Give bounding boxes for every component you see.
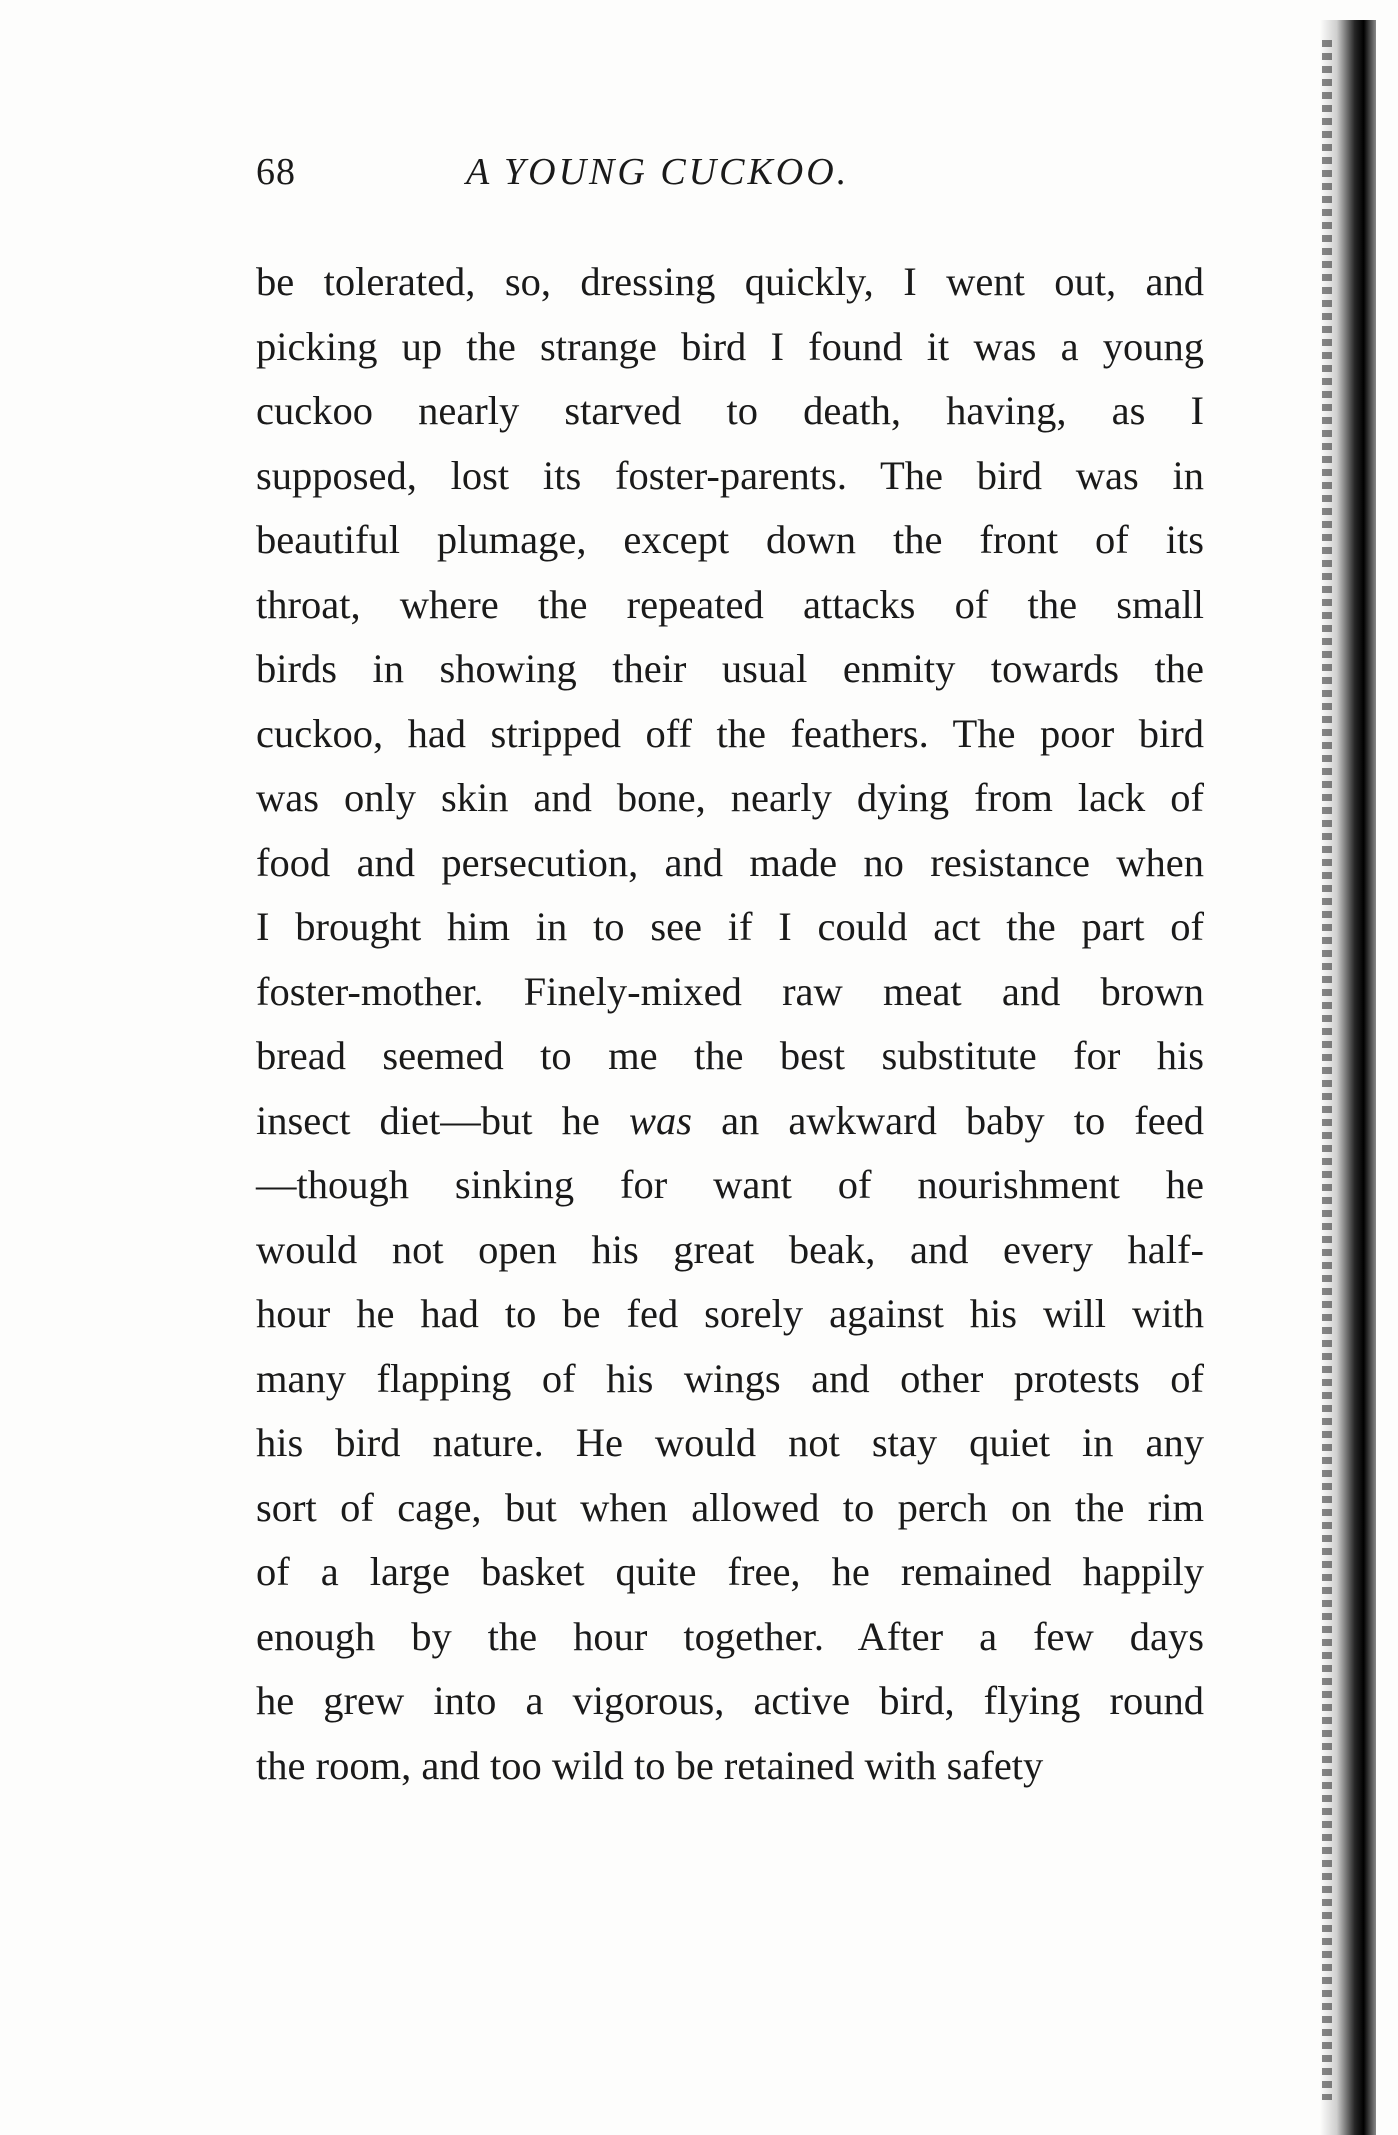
text-line: —though sinking for want of nourishment he — [256, 1162, 1204, 1207]
text-line: beautiful plumage, except down the front of its — [256, 517, 1204, 562]
running-title: A YOUNG CUCKOO. — [466, 151, 850, 193]
text-segment: an awkward baby to feed — [691, 1097, 1205, 1143]
text-line: foster-mother. Finely-mixed raw meat and brown — [256, 968, 1204, 1014]
text-line: I brought him in to see if I could act the part of — [256, 904, 1204, 949]
text-line: his bird nature. He would not stay quiet in any — [256, 1420, 1204, 1465]
text-line: many flapping of his wings and other protests of — [256, 1355, 1204, 1401]
italic-emphasis: was — [628, 1097, 692, 1143]
text-line: would not open his great beak, and every half- — [256, 1226, 1204, 1272]
body-text — [256, 250, 1204, 1798]
text-line: food and persecution, and made no resistance when — [256, 839, 1204, 885]
text-line: throat, where the repeated attacks of the small — [256, 581, 1204, 627]
text-line: of a large basket quite free, he remained happily — [256, 1549, 1204, 1594]
text-line: enough by the hour together. After a few days — [256, 1613, 1204, 1659]
text-line: be tolerated, so, dressing quickly, I went out, and — [256, 259, 1204, 304]
text-line: bread seemed to me the best substitute for his — [256, 1033, 1204, 1078]
text-line: hour he had to be fed sorely against his will with — [256, 1291, 1204, 1336]
binding-gutter-edge — [1322, 40, 1332, 2100]
text-line: cuckoo, had stripped off the feathers. The poor bird — [256, 710, 1204, 756]
text-line: birds in showing their usual enmity towards the — [256, 646, 1204, 691]
running-head — [256, 150, 1216, 210]
text-line — [256, 1089, 1204, 1154]
text-line: he grew into a vigorous, active bird, flying round — [256, 1678, 1204, 1723]
page-number: 68 — [256, 151, 296, 193]
text-segment: insect diet—but he — [256, 1097, 629, 1143]
text-line: supposed, lost its foster-parents. The bird was in — [256, 452, 1204, 498]
text-line: cuckoo nearly starved to death, having, as I — [256, 388, 1204, 433]
text-line: picking up the strange bird I found it was a young — [256, 323, 1204, 369]
text-line: was only skin and bone, nearly dying from lack of — [256, 775, 1204, 820]
text-line: the room, and too wild to be retained with safety — [256, 1742, 1044, 1788]
text-line: sort of cage, but when allowed to perch on the rim — [256, 1484, 1204, 1530]
